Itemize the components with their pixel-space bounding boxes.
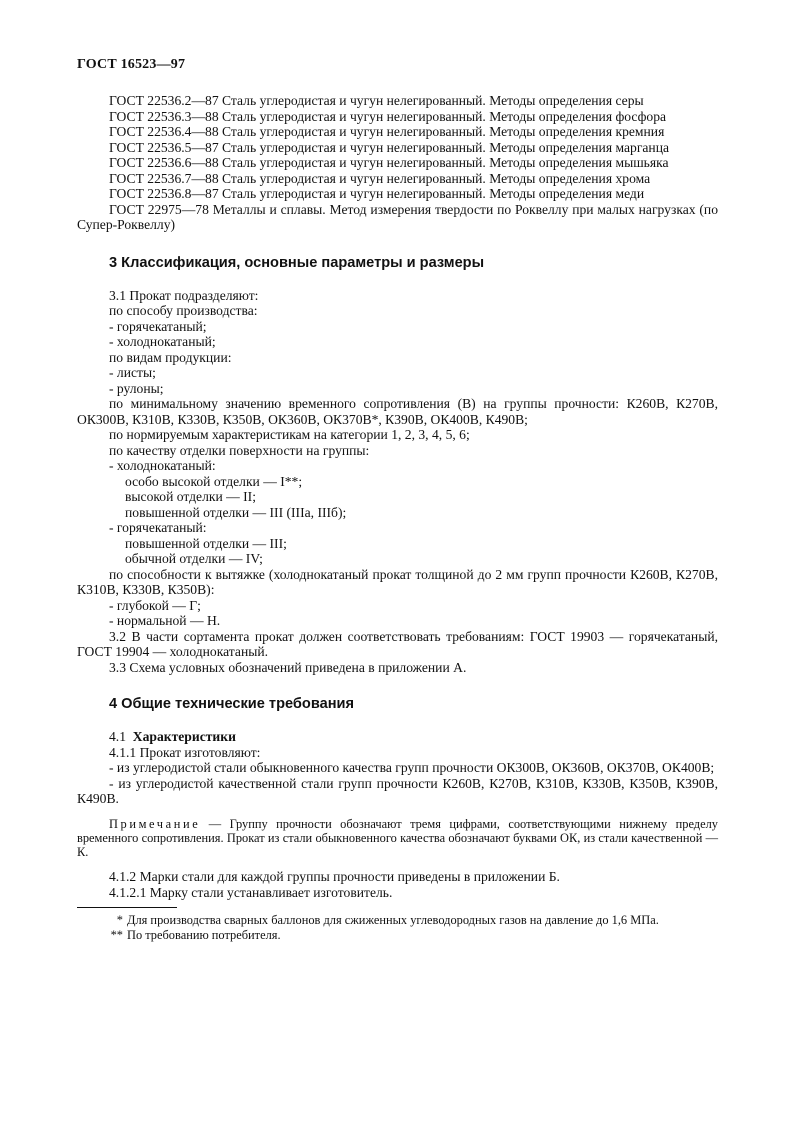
doc-header: ГОСТ 16523—97 xyxy=(77,57,186,72)
clause-number: 4.1 xyxy=(109,729,126,744)
reference-item: ГОСТ 22536.5—87 Сталь углеродистая и чугун нелегированный. Методы определения марганца xyxy=(109,139,670,155)
clause-3-1: 3.1 Прокат подразделяют: xyxy=(109,287,259,303)
list-item: - рулоны; xyxy=(109,380,164,396)
footnote-text: По требованию потребителя. xyxy=(127,927,281,942)
section-3-heading: 3 Классификация, основные параметры и размеры xyxy=(109,254,485,271)
main-content xyxy=(77,93,718,943)
clause-4-1 xyxy=(77,729,718,745)
reference-item: ГОСТ 22536.3—88 Сталь углеродистая и чугун нелегированный. Методы определения фосфора xyxy=(109,108,667,124)
reference-item: ГОСТ 22536.2—87 Сталь углеродистая и чугун нелегированный. Методы определения серы xyxy=(109,93,644,108)
reference-item: ГОСТ 22536.8—87 Сталь углеродистая и чугун нелегированный. Методы определения меди xyxy=(109,186,645,201)
references-list xyxy=(77,93,718,233)
section-3-body xyxy=(77,288,718,676)
note xyxy=(77,817,718,860)
list-item: - горячекатаный: xyxy=(109,520,207,535)
reference-item: ГОСТ 22536.6—88 Сталь углеродистая и чугун нелегированный. Методы определения мышьяка xyxy=(109,155,669,170)
finish-item: повышенной отделки — III; xyxy=(125,535,287,551)
clause-3-3: 3.3 Схема условных обозначений приведена в приложении А. xyxy=(109,659,467,675)
footnote-mark: * xyxy=(116,913,123,928)
list-item: - листы; xyxy=(109,365,156,380)
clause-4-1-2: 4.1.2 Марки стали для каждой группы прочности приведены в приложении Б. xyxy=(109,869,560,885)
list-item: - из углеродистой стали обыкновенного качества групп прочности ОК300В, ОК360В, ОК370В, ОК400В; xyxy=(109,760,715,775)
list-item: - глубокой — Г; xyxy=(109,597,201,613)
reference-item: ГОСТ 22536.7—88 Сталь углеродистая и чугун нелегированный. Методы определения хрома xyxy=(109,170,651,186)
reference-item: ГОСТ 22975—78 Металлы и сплавы. Метод измерения твердости по Роквеллу при малых нагрузках (по Супер-Роквеллу) xyxy=(77,201,718,232)
finish-item: повышенной отделки — III (IIIа, IIIб); xyxy=(125,504,347,520)
list-item: - холоднокатаный: xyxy=(109,458,216,473)
footnote-item xyxy=(77,928,718,943)
list-item: - холоднокатаный; xyxy=(109,334,216,349)
clause-4-1-1: 4.1.1 Прокат изготовляют: xyxy=(109,744,261,760)
text-line: по видам продукции: xyxy=(109,349,232,365)
clause-4-1-2-1: 4.1.2.1 Марку стали устанавливает изготовитель. xyxy=(109,884,393,900)
footnote-item xyxy=(77,913,718,928)
categories-line: по нормируемым характеристикам на категории 1, 2, 3, 4, 5, 6; xyxy=(109,427,470,442)
strength-groups-paragraph: по минимальному значению временного сопротивления (В) на группы прочности: К260В, К270В, ОК300В, К310В, К330В, К350В, ОК360В, ОК370В*, К390В, ОК400В, К490В; xyxy=(77,396,718,427)
reference-item: ГОСТ 22536.4—88 Сталь углеродистая и чугун нелегированный. Методы определения кремния xyxy=(109,124,665,139)
note-text: — Группу прочности обозначают тремя цифрами, соответствующими нижнему пределу временного сопротивления. Прокат из стали обыкновенного качества обозначают буквами ОК, из стали качественной — К. xyxy=(77,816,718,859)
list-item: - горячекатаный; xyxy=(109,318,207,334)
list-item: - нормальной — Н. xyxy=(109,613,221,628)
finish-item: высокой отделки — II; xyxy=(125,489,256,504)
finish-item: особо высокой отделки — I**; xyxy=(125,473,303,489)
footnote-text: Для производства сварных баллонов для сжиженных углеводородных газов на давление до 1,6 МПа. xyxy=(127,913,659,928)
drawing-ability-paragraph: по способности к вытяжке (холоднокатаный прокат толщиной до 2 мм групп прочности К260В, К270В, К310В, К330В, К350В): xyxy=(77,566,718,597)
section-4-body xyxy=(77,729,718,900)
footnote-divider xyxy=(77,907,177,908)
footnotes xyxy=(77,913,718,943)
clause-title: Характеристики xyxy=(132,729,236,744)
section-4-heading: 4 Общие технические требования xyxy=(109,696,355,712)
list-item: - из углеродистой качественной стали групп прочности К260В, К270В, К310В, К330В, К350В, К390В, К490В. xyxy=(77,775,718,806)
footnote-mark: ** xyxy=(110,927,123,942)
finish-groups-line: по качеству отделки поверхности на группы: xyxy=(109,442,370,458)
note-label: Примечание xyxy=(109,816,201,831)
finish-item: обычной отделки — IV; xyxy=(125,551,263,566)
text-line: по способу производства: xyxy=(109,303,258,318)
clause-3-2: 3.2 В части сортамента прокат должен соответствовать требованиям: ГОСТ 19903 — горячекатаный, ГОСТ 19904 — холоднокатаный. xyxy=(77,628,718,659)
